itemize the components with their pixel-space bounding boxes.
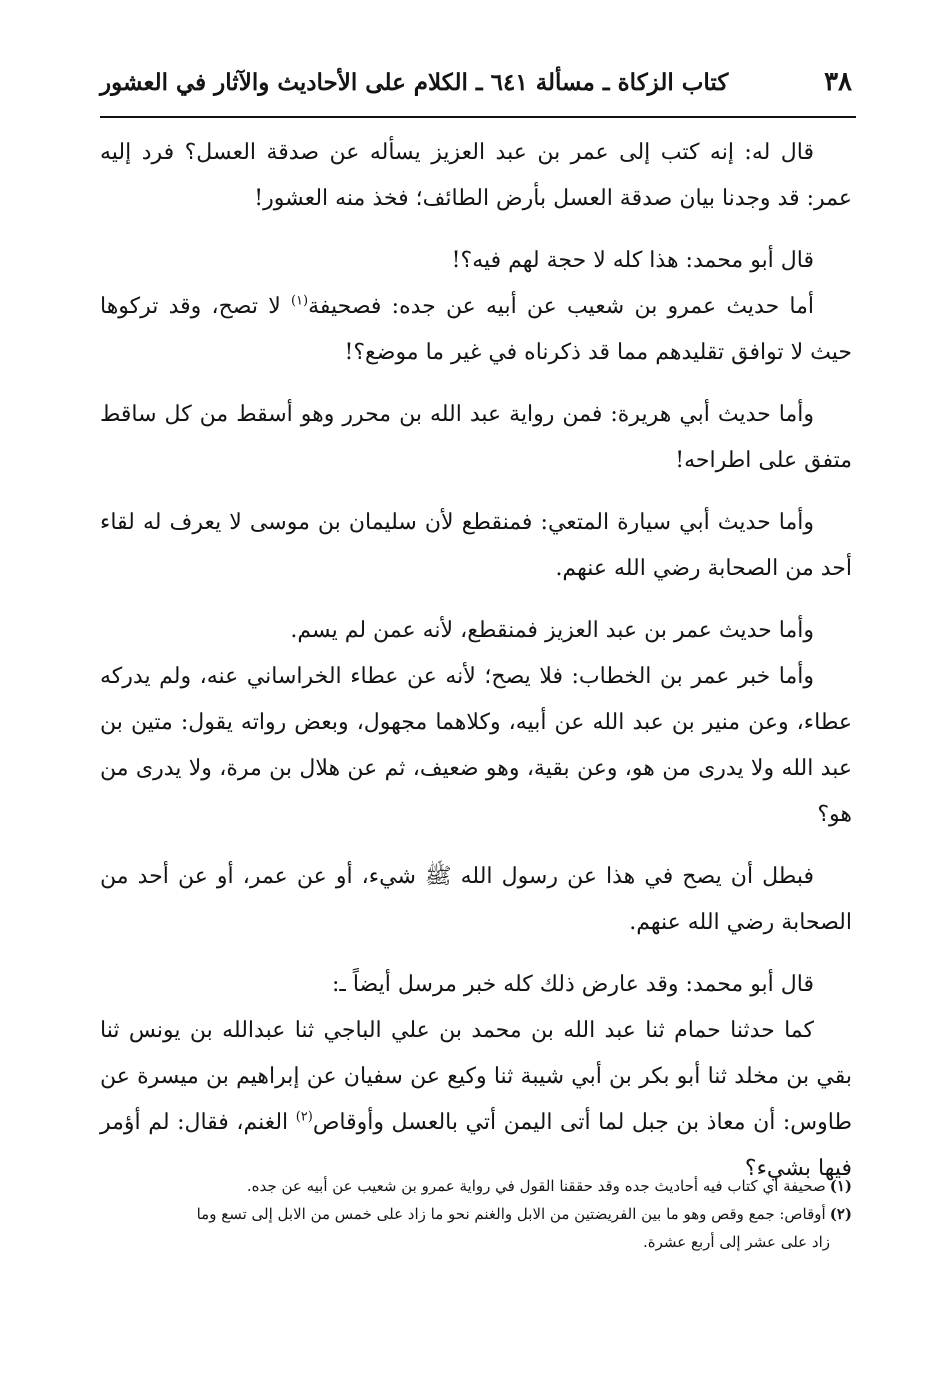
footnote-2-continuation: زاد على عشر إلى أربع عشرة. <box>642 1233 830 1251</box>
footnote-2 <box>100 1200 852 1228</box>
footnote-text: أوقاص: جمع وقص وهو ما بين الفريضتين من الابل والغنم نحو ما زاد على خمس من الابل إلى تسع وما <box>196 1205 826 1223</box>
footnote-text: صحيفة أي كتاب فيه أحاديث جده وقد حققنا القول في رواية عمرو بن شعيب عن أبيه عن جده. <box>246 1177 826 1195</box>
paragraph-3-text-a: أما حديث عمرو بن شعيب عن أبيه عن جده: فصحيفة <box>308 294 814 319</box>
paragraph-10-text-a: كما حدثنا حمام ثنا عبد الله بن محمد بن علي الباجي ثنا عبدالله بن يونس ثنا بقي بن مخلد ثنا أبو بكر بن أبي شيبة ثنا وكيع عن سفيان عن إبراهيم بن ميسرة عن طاوس: أن معاذ بن جبل لما أتى اليمن أتي بالعسل وأوقاص <box>100 1018 852 1135</box>
running-title: كتاب الزكاة ـ مسألة ٦٤١ ـ الكلام على الأحاديث والآثار في العشور <box>100 68 729 96</box>
paragraph-2: قال أبو محمد: هذا كله لا حجة لهم فيه؟! <box>451 248 814 273</box>
footnotes <box>100 1172 852 1256</box>
paragraph-1: قال له: إنه كتب إلى عمر بن عبد العزيز يسأله عن صدقة العسل؟ فرد إليه عمر: قد وجدنا بيان صدقة العسل بأرض الطائف؛ فخذ منه العشور! <box>100 140 852 211</box>
paragraph-6: وأما حديث عمر بن عبد العزيز فمنقطع، لأنه عمن لم يسم. <box>290 618 814 643</box>
footnote-number: (٢) <box>829 1205 852 1223</box>
header-divider <box>100 116 856 118</box>
paragraph-10-text-b: الغنم، فقال: لم أؤمر فيها بشيء؟ <box>100 1110 852 1181</box>
paragraph-10 <box>100 1008 852 1192</box>
paragraph-5: وأما حديث أبي سيارة المتعي: فمنقطع لأن سليمان بن موسى لا يعرف له لقاء أحد من الصحابة رضي الله عنهم. <box>100 510 852 581</box>
paragraph-3 <box>100 284 852 376</box>
paragraph-9: قال أبو محمد: وقد عارض ذلك كله خبر مرسل أيضاً ـ: <box>331 972 814 997</box>
paragraph-8: فبطل أن يصح في هذا عن رسول الله ﷺ شيء، أو عن عمر، أو عن أحد من الصحابة رضي الله عنهم. <box>100 864 852 935</box>
footnote-1 <box>100 1172 852 1200</box>
page-number: ٣٨ <box>824 67 852 97</box>
paragraph-3-text-b: لا تصح، وقد تركوها حيث لا توافق تقليدهم مما قد ذكرناه في غير ما موضع؟! <box>100 294 852 365</box>
footnote-ref-1: (١) <box>290 293 309 309</box>
footnote-number: (١) <box>829 1177 852 1195</box>
main-text <box>100 130 852 1192</box>
paragraph-4: وأما حديث أبي هريرة: فمن رواية عبد الله بن محرر وهو أسقط من كل ساقط متفق على اطراحه! <box>100 402 852 473</box>
page-header <box>100 54 852 110</box>
paragraph-7: وأما خبر عمر بن الخطاب: فلا يصح؛ لأنه عن عطاء الخراساني عنه، ولم يدركه عطاء، وعن منير بن عبد الله عن أبيه، وكلاهما مجهول، وبعض رواته يقول: متين بن عبد الله ولا يدرى من هو، وعن بقية، وهو ضعيف، ثم عن هلال بن مرة، ولا يدرى من هو؟ <box>100 664 852 827</box>
footnote-ref-2: (٢) <box>295 1109 313 1125</box>
